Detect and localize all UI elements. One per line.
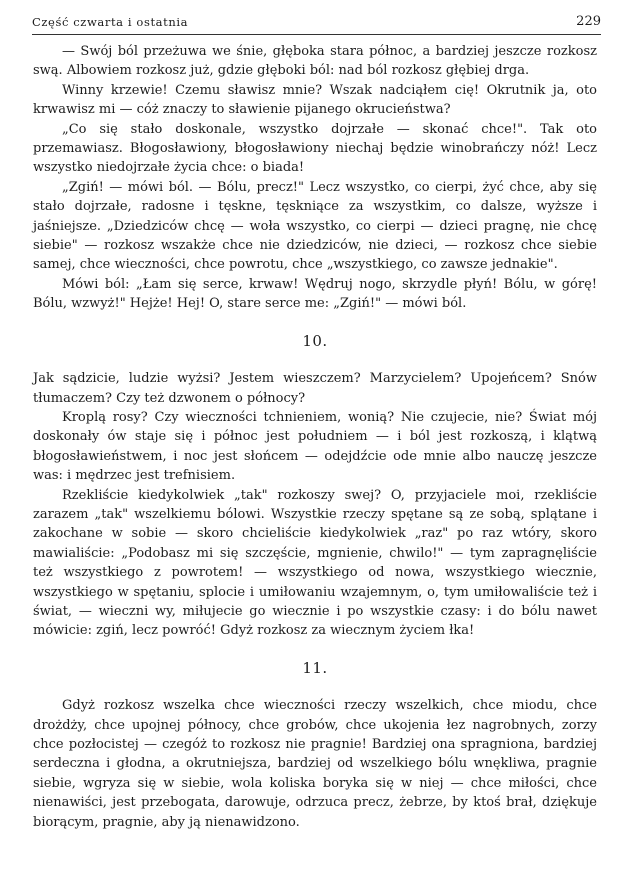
section-number: 11.: [302, 658, 328, 677]
text-block: [33, 42, 597, 832]
section-11: [33, 659, 597, 832]
running-head: [32, 14, 601, 35]
paragraph: „Zgiń! — mówi ból. — Bólu, precz!" Lecz wszystko, co cierpi, żyć chce, aby się stało dojrzałe, radosne i tęskne, tęskniące za wszystkim, co dalsze, wyższe i jaśniejsze. „Dziedziców chcę — woła wszystko, co cierpi — dzieci pragnę, nie chcę siebie" — rozkosz wszakże chce nie dziedziców, nie dzieci, — rozkosz chce siebie samej, chce wieczności, chce powrotu, chce „wszystkiego, co zawsze jednakie".: [33, 179, 597, 273]
section-number: 10.: [302, 331, 328, 350]
section-continuation: [33, 42, 597, 314]
paragraph: — Swój ból przeżuwa we śnie, głęboka stara północ, a bardziej jeszcze rozkosz swą. Albowiem rozkosz już, gdzie głęboki ból: nad ból rozkosz głębiej drga.: [33, 44, 597, 79]
section-10: [33, 332, 597, 641]
paragraph: Jak sądzicie, ludzie wyżsi? Jestem wieszczem? Marzycielem? Upojeńcem? Snów tłumaczem? Czy też dzwonem o północy?: [33, 371, 597, 406]
paragraph: Rzekliście kiedykolwiek „tak" rozkoszy swej? O, przyjaciele moi, rzekliście zarazem „tak" wszelkiemu bólowi. Wszystkie rzeczy spętane są ze sobą, splątane i zakochane w sobie — skoro chcieliście kiedykolwiek „raz" po raz wtóry, skoro mawialiście: „Podobasz mi się szczęście, mgnienie, chwilo!" — tym zapragnęliście też wszystkiego z powrotem! — wszystkiego od nowa, wszystkiego wiecznie, wszystkiego w spętaniu, splocie i umiłowaniu wzajemnym, o, tym umiłowaliście też i świat, — wieczni wy, miłujecie go wiecznie i po wszystkie czasy: i do bólu nawet mówicie: zgiń, lecz powróć! Gdyż rozkosz za wiecznym życiem łka!: [33, 487, 597, 639]
page-number: 229: [576, 14, 601, 29]
paragraph: Winny krzewie! Czemu sławisz mnie? Wszak nadciąłem cię! Okrutnik ja, oto krwawisz mi — cóż znaczy to sławienie pijanego okrucieństwa?: [33, 82, 597, 118]
paragraph: Gdyż rozkosz wszelka chce wieczności rzeczy wszelkich, chce miodu, chce drożdży, chce upojnej północy, chce grobów, chce ukojenia łez nagrobnych, zorzy chce pozłocistej — czegóż to rozkosz nie pragnie! Bardziej ona spragniona, bardziej serdeczna i głodna, a okrutniejsza, bardziej od wszelkiego bólu wnękliwa, pragnie siebie, wgryza się w siebie, wola koliska boryka się w niej — chce miłości, chce nienawiści, jest przebogata, darowuje, odrzuca precz, żebrze, by ktoś brał, dziękuje biorącym, pragnie, aby ją nienawidzono.: [33, 698, 597, 830]
paragraph: Mówi ból: „Łam się serce, krwaw! Wędruj nogo, skrzydle płyń! Bólu, w górę! Bólu, wzwyż!" Hejże! Hej! O, stare serce me: „Zgiń!" — mówi ból.: [33, 276, 597, 312]
paragraph: Kroplą rosy? Czy wieczności tchnieniem, wonią? Nie czujecie, nie? Świat mój doskonały ów staje się i północ jest południem — i ból jest rozkoszą, i klątwą błogosławieństwem, i noc jest słońcem — odejdźcie ode mnie albo nauczę jeszcze was: i mędrzec jest trefnisiem.: [33, 409, 597, 484]
paragraph: „Co się stało doskonale, wszystko dojrzałe — skonać chce!". Tak oto przemawiasz. Błogosławiony, błogosławiony niechaj będzie winobrańczy nóż! Lecz wszystko niedojrzałe życia chce: o biada!: [33, 121, 597, 176]
running-title: Część czwarta i ostatnia: [32, 15, 189, 29]
